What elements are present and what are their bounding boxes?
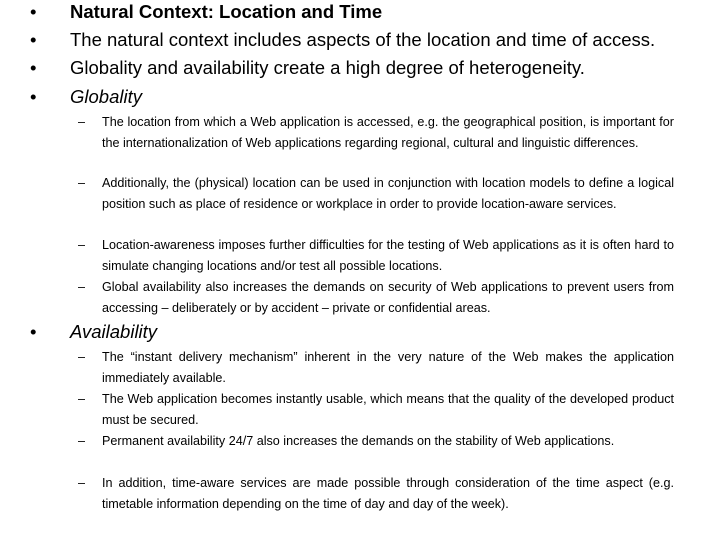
dash-icon: –	[78, 238, 86, 252]
availability-heading: Availability	[70, 321, 158, 342]
dash-icon: –	[78, 392, 86, 406]
globality-item	[78, 277, 674, 318]
globality-item	[78, 112, 674, 153]
item-text: The location from which a Web application is accessed, e.g. the geographical position, is important for the internationalization of Web applications regarding regional, cultural and linguistic differences.	[102, 115, 674, 150]
dash-icon: –	[78, 176, 86, 190]
item-text: Permanent availability 24/7 also increases the demands on the stability of Web applications.	[102, 434, 615, 448]
bullet-icon: •	[30, 57, 37, 78]
dash-icon: –	[78, 350, 86, 364]
dash-icon: –	[78, 434, 86, 448]
globality-item	[78, 173, 674, 214]
item-text: Global availability also increases the demands on security of Web applications to prevent users from accessing – deliberately or by accident – private or confidential areas.	[102, 280, 674, 315]
availability-item	[78, 431, 674, 452]
bullet-icon: •	[30, 86, 37, 107]
item-text: The “instant delivery mechanism” inherent in the very nature of the Web makes the application immediately available.	[102, 350, 674, 385]
item-text: The Web application becomes instantly usable, which means that the quality of the developed product must be secured.	[102, 392, 674, 427]
dash-icon: –	[78, 280, 86, 294]
availability-item	[78, 389, 674, 430]
bullet-text: The natural context includes aspects of the location and time of access.	[70, 29, 656, 50]
bullet-icon: •	[30, 321, 37, 342]
bullet-icon: •	[30, 29, 37, 50]
bullet-icon: •	[30, 1, 37, 22]
globality-item	[78, 235, 674, 276]
item-text: Additionally, the (physical) location can be used in conjunction with location models to define a logical position such as place of residence or workplace in order to provide location-aware services.	[102, 176, 674, 211]
bullet-text: Globality and availability create a high degree of heterogeneity.	[70, 57, 585, 78]
item-text: In addition, time-aware services are made possible through consideration of the time aspect (e.g. timetable information depending on the time of day and day of the week).	[102, 476, 674, 511]
heading-text: Natural Context: Location and Time	[70, 1, 383, 22]
globality-heading: Globality	[70, 86, 142, 107]
dash-icon: –	[78, 115, 86, 129]
availability-item	[78, 347, 674, 388]
item-text: Location-awareness imposes further difficulties for the testing of Web applications as it is often hard to simulate changing locations and/or test all possible locations.	[102, 238, 674, 273]
availability-item	[78, 473, 674, 514]
dash-icon: –	[78, 476, 86, 490]
